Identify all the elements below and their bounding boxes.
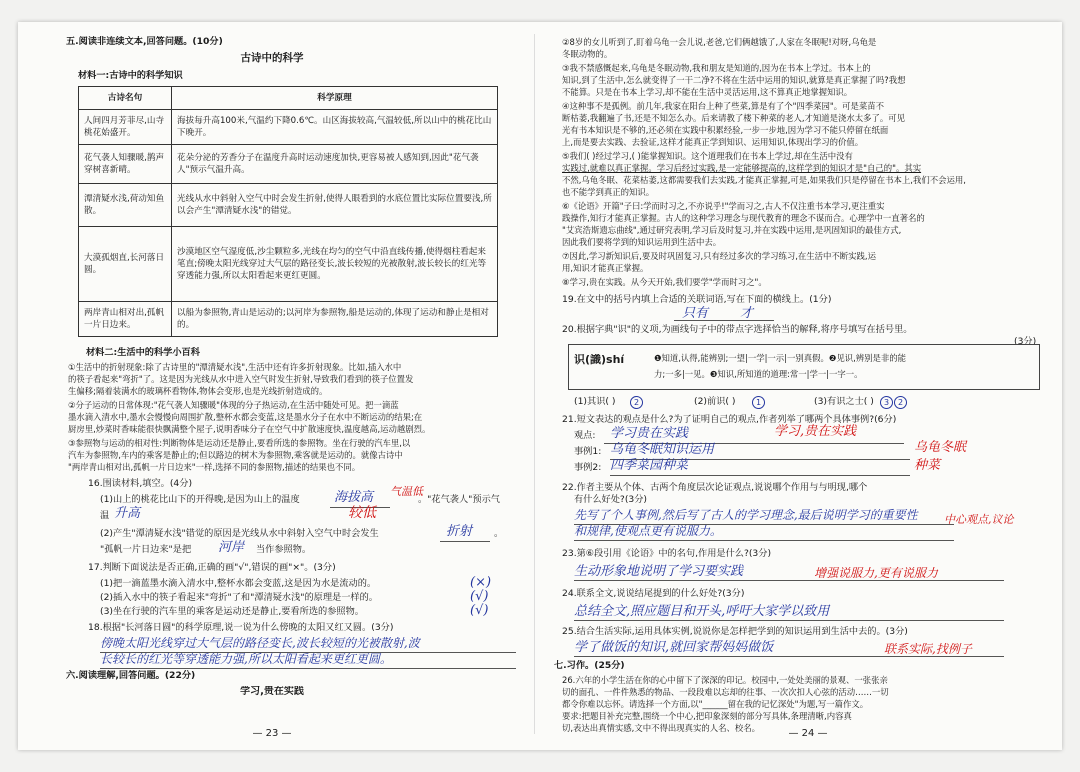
q17-mark: (√): [470, 589, 489, 604]
essay-para: 也不能学到真正的知识。: [562, 187, 655, 197]
handwritten-answer: 先写了个人事例,然后写了古人的学习理念,最后说明学习的重要性: [574, 508, 918, 522]
poem-cell: 两岸青山相对出,孤帆一片日边来。: [79, 302, 172, 337]
handwritten-answer: 傍晚太阳光线穿过大气层的路径变长,波长较短的光被散射,波: [100, 636, 420, 650]
poem-cell: 潭清疑水浅,荷动知鱼散。: [79, 184, 172, 227]
material-2-para: 的筷子看起来"弯折"了。这是因为光线从水中进入空气时发生折射,导致我们看到的筷子位置发: [68, 374, 414, 384]
table-row: [79, 110, 498, 145]
exam-sheet: [18, 22, 1062, 750]
table-header: 古诗名句: [79, 87, 172, 110]
answer-line: [100, 668, 516, 669]
answer-line: [574, 540, 954, 541]
q20-item: (1)其识( ): [574, 396, 616, 407]
q17-item: (2)插入水中的筷子看起来"弯折"了和"潭清疑水浅"的原理是一样的。: [100, 592, 378, 603]
teacher-correction: 增强说服力,更有说服力: [814, 566, 938, 580]
q20-item: (3)有识之士( ): [814, 396, 874, 407]
teacher-correction: 较低: [348, 505, 376, 521]
essay-para-underlined: 实践过,就难以真正掌握。学习后经过实践,是一定能够提高的,这样学到的知识才是"自己的"。其实: [562, 163, 922, 173]
essay-para: ⑧学习,贵在实践。从今天开始,我们要学"学而时习之"。: [562, 277, 767, 287]
dict-definition: ❶知道,认得,能辨别;一望|一学|一示|一别真假。❷见识,辨别是非的能: [654, 353, 907, 363]
q17-item: (1)把一滴蓝墨水滴入清水中,整杯水都会变蓝,这是因为水是流动的。: [100, 578, 377, 589]
essay-para: 断枯萎,我翻遍了书,还是不知怎么办。后来请教了楼下种菜的老人,才知道是浇水太多了。可见: [562, 113, 905, 123]
answer-line: [610, 475, 910, 476]
material-2-para: "两岸青山相对出,孤帆一片日边来"一样,选择不同的参照物,描述的结果也不同。: [68, 462, 361, 472]
table-header-row: [79, 87, 498, 110]
table-row: [79, 227, 498, 302]
q17-mark: (√): [470, 603, 489, 618]
q17-prompt: 17.判断下面说法是否正确,正确的画"√",错误的画"×"。(3分): [88, 562, 336, 573]
poem-cell: 人间四月芳菲尽,山寺桃花始盛开。: [79, 110, 172, 145]
q21-label: 观点:: [574, 430, 596, 441]
essay-para: 不然,乌龟冬眠、花菜枯萎,这都需要我们去实践,才能真正掌握,可是,如果我们只是停留在书本上,我们不会运用,: [562, 175, 966, 185]
q22-prompt: 22.作者主要从个体、古两个角度层次论证观点,说说哪个作用与与明现,哪个: [562, 482, 868, 493]
principle-cell: 海拔每升高100米,气温约下降0.6℃。山区海拔较高,气温较低,所以山中的桃花比山下晚开。: [172, 110, 498, 145]
handwritten-answer: 折射: [446, 524, 473, 539]
teacher-correction: 中心观点,议论: [944, 513, 1014, 526]
handwritten-answer: 河岸: [218, 540, 245, 555]
answer-circle: 2: [894, 396, 907, 409]
answer-circle: 3: [880, 396, 893, 409]
q26-prompt: 切的面孔、一件件熟悉的物品、一段段难以忘却的往事、一次次扣人心弦的活动……一切: [562, 687, 889, 697]
essay-para: "艾宾浩斯遗忘曲线",通过研究表明,学习后及时复习,并在实践中运用,是巩固知识的最佳方式,: [562, 225, 902, 235]
essay-para: ⑦因此,学习新知识后,要及时巩固复习,只有经过多次的学习练习,在生活中不断实践,运: [562, 251, 876, 261]
essay-para: 上,而是要去实践、去验证,这样才能真正学到知识、运用知识,体现出学习的价值。: [562, 137, 864, 147]
handwritten-answer: 总结全文,照应题目和开头,呼吁大家学以致用: [574, 604, 830, 619]
answer-circle: 2: [630, 396, 643, 409]
handwritten-answer: 四季菜园种菜: [610, 458, 689, 473]
q25-prompt: 25.结合生活实际,运用具体实例,说说你是怎样把学到的知识运用到生活中去的。(3分): [562, 626, 908, 637]
handwritten-answer: 学习贵在实践: [610, 426, 689, 441]
q16-2-end: 。: [494, 528, 504, 539]
q24-prompt: 24.联系全文,说说结尾提到的什么好处?(3分): [562, 588, 745, 599]
handwritten-answer: 乌龟冬眠知识运用: [610, 442, 715, 457]
page-24: [554, 22, 1062, 750]
essay-para: 因此我们要将学到的知识运用到生活中去。: [562, 237, 722, 247]
material-2-para: ②分子运动的日常体现:"花气袭人知骤暖"体现的分子热运动,在生活中随处可见。把一滴蓝: [68, 400, 399, 410]
section-6-heading: 六.阅读理解,回答问题。(22分): [66, 670, 196, 681]
handwritten-answer: 和规律,使观点更有说服力。: [574, 524, 722, 538]
material-2-para: 墨水滴入清水中,墨水会慢慢向周围扩散,整杯水都会变蓝,这是墨水分子在水中不断运动的结果;在: [68, 412, 423, 422]
teacher-correction: 学习,贵在实践: [774, 424, 857, 439]
teacher-correction: 种菜: [914, 458, 941, 473]
principle-cell: 光线从水中斜射入空气中时会发生折射,使得人眼看到的水底位置比实际位置要浅,所以会产生"潭清疑水浅"的错觉。: [172, 184, 498, 227]
handwritten-answer: 海拔高: [334, 490, 374, 505]
poem-cell: 大漠孤烟直,长河落日圆。: [79, 227, 172, 302]
essay-para: 知识,到了生活中,怎么就变得了一干二净?不将在生活中运用的知识,就算是真正掌握了吗?我想: [562, 75, 906, 85]
essay-para: ⑥《论语》开篇"子曰:学而时习之,不亦说乎!"学而习之,古人不仅注重书本学习,更注重实: [562, 201, 885, 211]
q16-1-cont: 温: [100, 510, 110, 521]
q16-prompt: 16.围读材料,填空。(4分): [88, 478, 193, 489]
page-number: — 23 —: [252, 728, 292, 739]
answer-circle: 1: [752, 396, 765, 409]
q22-prompt-cont: 有什么好处?(3分): [574, 494, 648, 505]
essay-para: 光有书本知识是不够的,还必须在实践中积累经验,一步一步地,因为学习不能只停留在纸面: [562, 125, 889, 135]
q26-prompt: 要求:把题目补充完整,围绕一个中心,把印象深刻的部分写具体,条理清晰,内容真: [562, 711, 852, 721]
q26-prompt: 都令你难以忘怀。请选择一个方面,以"______留在我的记忆深处"为题,写一篇作文。: [562, 699, 869, 709]
q16-2: (2)产生"潭清疑水浅"错觉的原因是光线从水中斜射入空气中时会发生: [100, 528, 379, 539]
q20-prompt: 20.根据字典"识"的义项,为画线句子中的带点字选择恰当的解释,将序号填写在括号里。: [562, 324, 913, 335]
handwritten-answer: 才: [740, 306, 754, 321]
handwritten-answer: 只有: [682, 306, 709, 321]
q17-mark: (×): [470, 575, 492, 590]
dict-definition: 力;一多|一见。❸知识,所知道的道理:常一|学一|一字一。: [654, 369, 863, 379]
essay-para: ④这种事不是孤例。前几年,我家在阳台上种了些菜,算是有了个"四季菜园"。可是菜苗不: [562, 101, 885, 111]
table-header: 科学原理: [172, 87, 498, 110]
handwritten-answer: 长较长的红光等穿透能力强,所以太阳看起来更红更圆。: [100, 652, 392, 666]
q20-points: (3分): [1014, 336, 1037, 347]
essay-para: ⑤我们( )经过学习,( )能掌握知识。这个道理我们在书本上学过,却在生活中没有: [562, 151, 853, 161]
essay-para: 冬眠动物的。: [562, 49, 613, 59]
essay-title: 学习,贵在实践: [240, 686, 304, 697]
q26-prompt: 切,表达出真情实感,文中不得出现真实的人名、校名。: [562, 723, 760, 733]
essay-para: ②8岁的女儿听到了,盯着乌龟一会儿说,老爸,它们俩越饿了,人家在冬眠呢!对呀,乌龟是: [562, 37, 877, 47]
answer-line: [574, 580, 1004, 581]
material-2-para: ①生活中的折射现象:除了古诗里的"潭清疑水浅",生活中还有许多折射现象。比如,插入水中: [68, 362, 402, 372]
q21-label: 事例1:: [574, 446, 602, 457]
essay-para: 践操作,知行才能真正掌握。古人的这种学习理念与现代教育的理念不谋而合。心理学中一直著名的: [562, 213, 925, 223]
page-divider: [534, 34, 535, 734]
answer-line: [440, 541, 490, 542]
essay-para: 不能算。只是在书本上学习,却不能在生活中灵活运用,这不算真正地掌握知识。: [562, 87, 853, 97]
essay-para: 用,知识才能真正掌握。: [562, 263, 649, 273]
q17-item: (3)坐在行驶的汽车里的乘客是运动还是静止,要看所选的参照物。: [100, 606, 364, 617]
handwritten-answer: 学了做饭的知识,就回家帮妈妈做饭: [574, 640, 774, 655]
essay-para: ③我不禁感慨起来,乌龟是冬眠动物,我和朋友是知道的,因为在书本上学过。书本上的: [562, 63, 871, 73]
table-row: [79, 145, 498, 184]
handwritten-answer: 生动形象地说明了学习要实践: [574, 564, 744, 579]
teacher-correction: 联系实际,找例子: [884, 642, 972, 656]
q23-prompt: 23.第⑥段引用《论语》中的名句,作用是什么?(3分): [562, 548, 772, 559]
q18-prompt: 18.根据"长河落日圆"的科学原理,说一说为什么傍晚的太阳又红又圆。(3分): [88, 622, 394, 633]
poem-cell: 花气袭人知骤暖,鹊声穿树喜新晴。: [79, 145, 172, 184]
q21-prompt: 21.短文表达的观点是什么?为了证明自己的观点,作者列举了哪两个具体事例?(6分): [562, 414, 897, 425]
answer-line: [574, 620, 1004, 621]
section-5-heading: 五.阅读非连续文本,回答问题。(10分): [66, 36, 223, 47]
principle-cell: 以船为参照物,青山是运动的;以河岸为参照物,船是运动的,体现了运动和静止是相对的。: [172, 302, 498, 337]
q21-label: 事例2:: [574, 462, 602, 473]
material-2-para: 汽车为参照物,车内的乘客是静止的;但以路边的树木为参照物,乘客就是运动的。就像古诗中: [68, 450, 403, 460]
answer-line: [574, 656, 1004, 657]
table-row: [79, 184, 498, 227]
dictionary-box: [568, 344, 1040, 390]
reading-title: 古诗中的科学: [240, 52, 304, 64]
material-2-para: 厨房里,炒菜时香味能很快飘满整个屋子,说明香味分子在空气中扩散速度快,温度越高,运动越剧烈。: [68, 424, 431, 434]
handwritten-answer: 升高: [114, 506, 141, 521]
q26-prompt: 26.六年的小学生活在你的心中留下了深深的印记。校园中,一处处美丽的景观、一张张亲: [562, 675, 888, 685]
q16-3-end: 当作参照物。: [256, 544, 312, 555]
page-number: — 24 —: [788, 728, 828, 739]
q19-prompt: 19.在文中的括号内填上合适的关联词语,写在下面的横线上。(1分): [562, 294, 832, 305]
material-1-title: 材料一:古诗中的科学知识: [78, 70, 183, 81]
teacher-correction: 乌龟冬眠: [914, 440, 967, 455]
material-2-title: 材料二:生活中的科学小百科: [86, 347, 200, 358]
material-2-para: ③参照物与运动的相对性:判断物体是运动还是静止,要看所选的参照物。坐在行驶的汽车里,以: [68, 438, 411, 448]
dict-headword: 识(識)shí: [574, 354, 625, 366]
page-23: [18, 22, 526, 750]
q16-3: "孤帆一片日边来"是把: [100, 544, 192, 555]
principle-cell: 花朵分泌的芳香分子在温度升高时运动速度加快,更容易被人感知到,因此"花气袭人"预示气温升高。: [172, 145, 498, 184]
q16-1: (1)山上的桃花比山下的开得晚,是因为山上的温度: [100, 494, 300, 505]
table-row: [79, 302, 498, 337]
teacher-correction: 气温低: [390, 485, 423, 498]
q16-1-cont: 。"花气袭人"预示气: [418, 494, 500, 505]
material-2-para: 生偏移;隔着装满水的玻璃杯看物体,物体会变形,也是光线折射造成的。: [68, 386, 328, 396]
q20-item: (2)前识( ): [694, 396, 736, 407]
principle-cell: 沙漠地区空气湿度低,沙尘颗粒多,光线在均匀的空气中沿直线传播,使得烟柱看起来笔直;傍晚太阳光线穿过大气层的路径变长,波长较短的光被散射,波长较长的红光等穿透能力强,所以太阳看起来更红更圆。: [172, 227, 498, 302]
science-table: [78, 86, 498, 337]
section-7-heading: 七.习作。(25分): [554, 660, 625, 671]
